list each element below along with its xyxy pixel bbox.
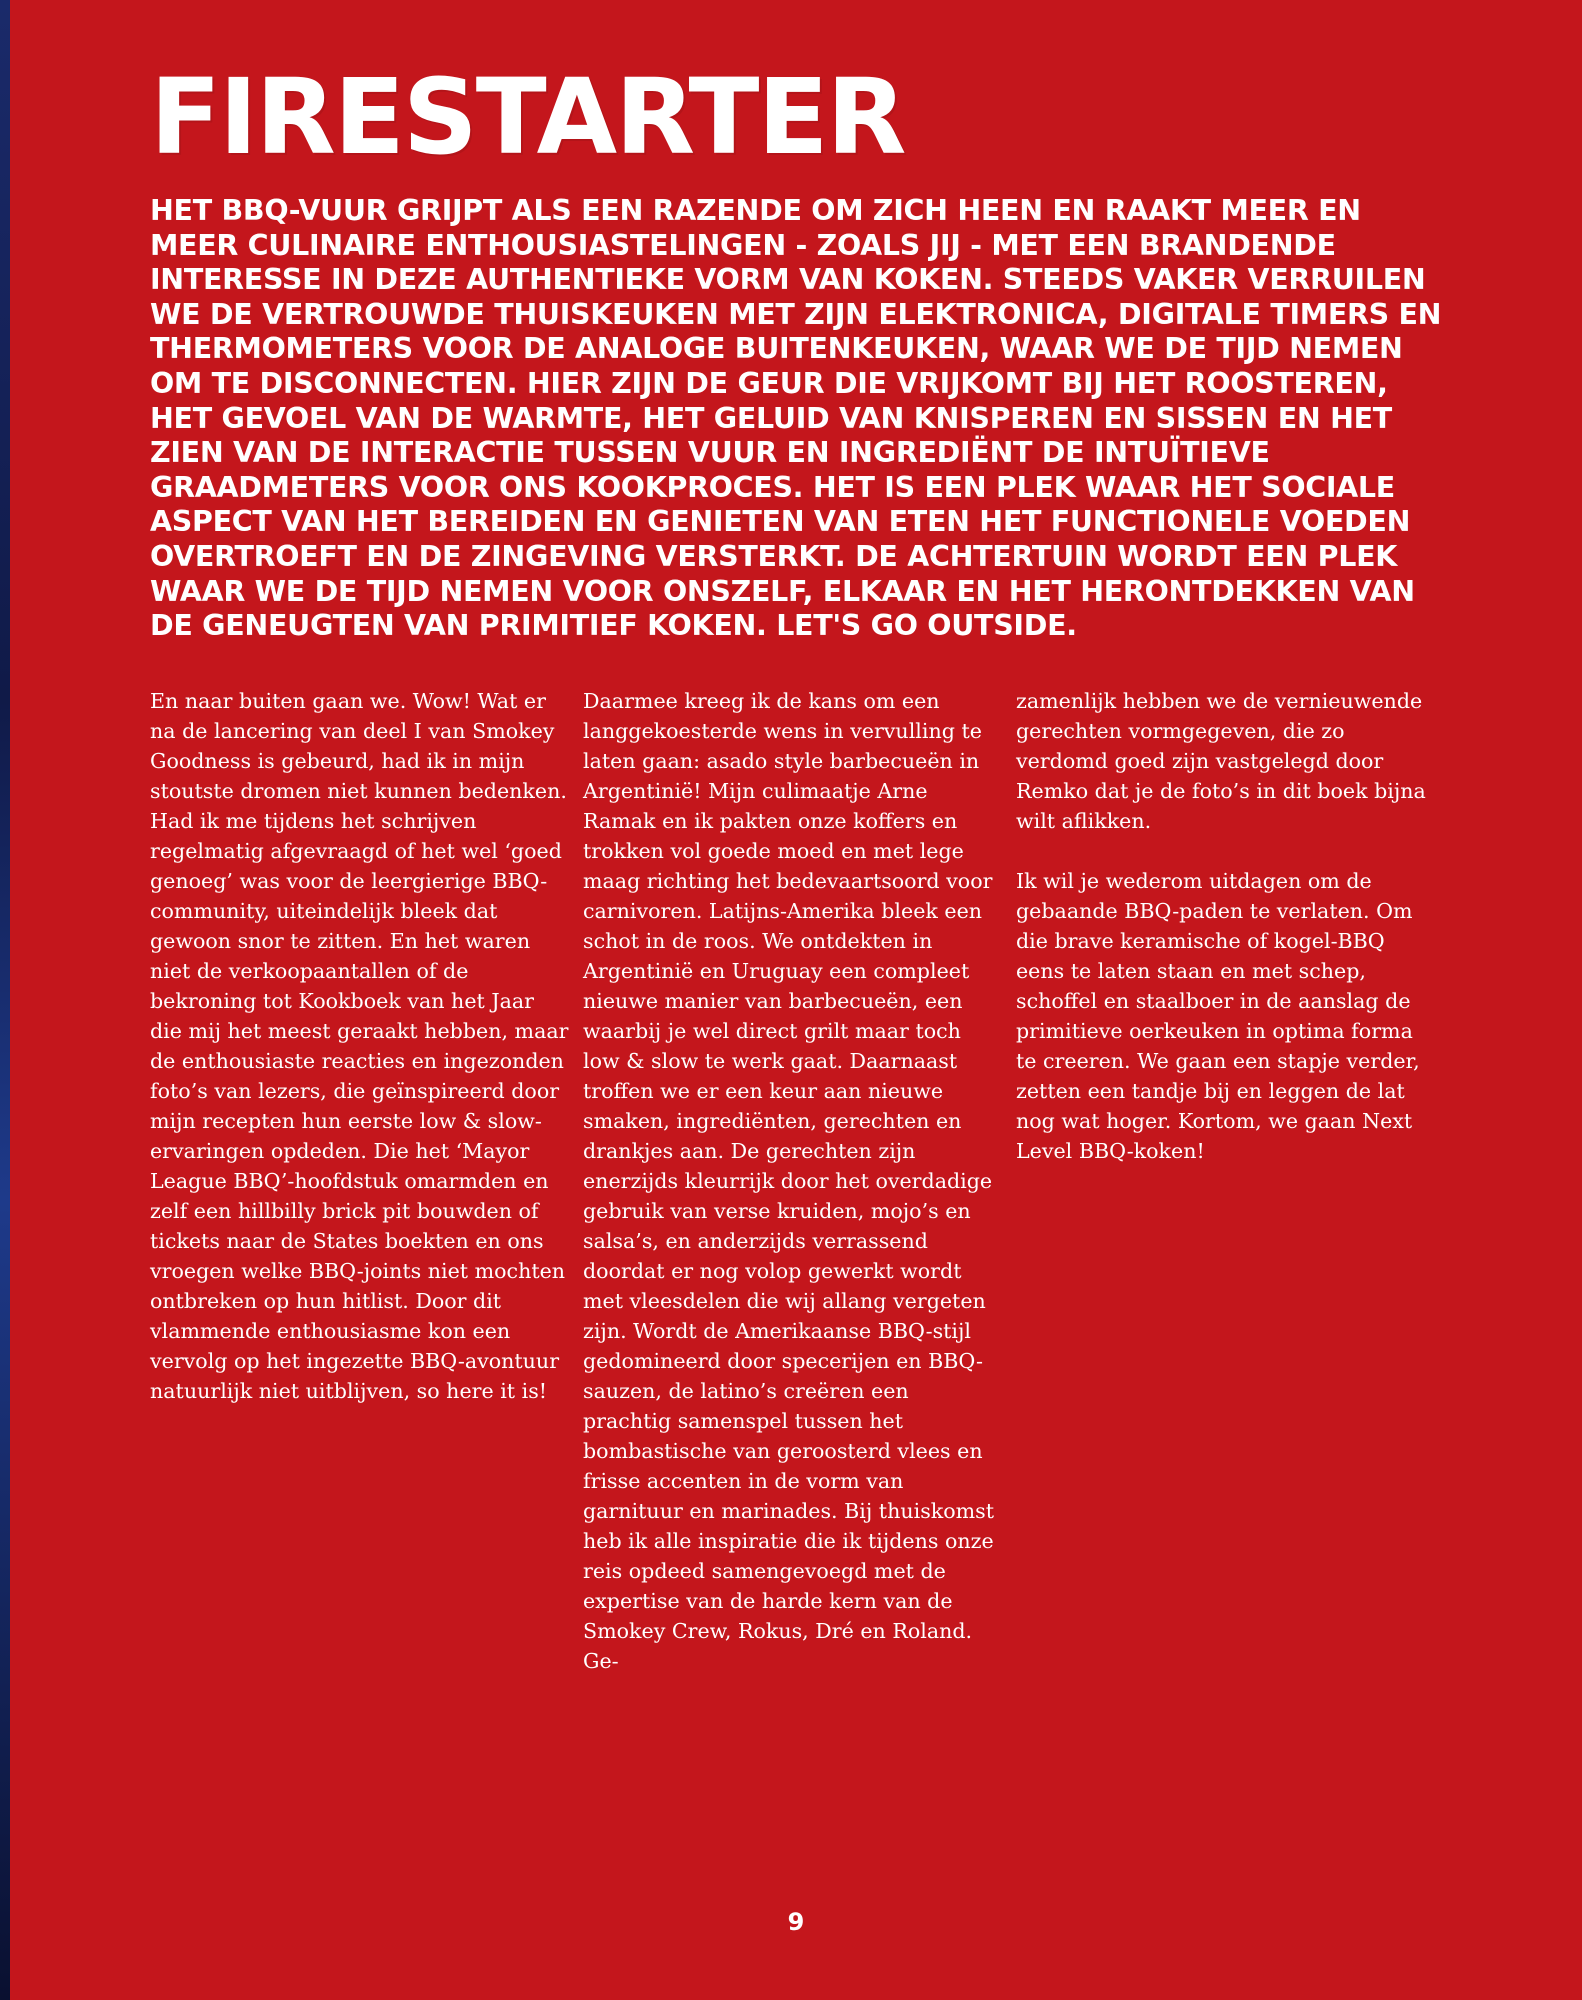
text-column-2 xyxy=(583,686,1003,1676)
page-edge xyxy=(0,0,10,2000)
column-2-paragraph: Daarmee kreeg ik de kans om een langgekoesterde wens in vervulling te laten gaan: asado style barbecueën in Argentinië! Mijn culimaatje Arne Ramak en ik pakten onze koffers en trokken vol goede moed en met lege maag richting het bedevaartsoord voor carnivoren. Latijns-Amerika bleek een schot in de roos. We ontdekten in Argentinië en Uruguay een compleet nieuwe manier van barbecueën, een waarbij je wel direct grilt maar toch low & slow te werk gaat. Daarnaast troffen we er een keur aan nieuwe smaken, ingrediënten, gerechten en drankjes aan. De gerechten zijn enerzijds kleurrijk door het overdadige gebruik van verse kruiden, mojo’s en salsa’s, en anderzijds verrassend doordat er nog volop gewerkt wordt met vleesdelen die wij allang vergeten zijn. Wordt de Amerikaanse BBQ-stijl gedomineerd door specerijen en BBQ-sauzen, de latino’s creëren een prachtig samenspel tussen het bombastische van geroosterd vlees en frisse accenten in de vorm van garnituur en marinades. Bij thuiskomst heb ik alle inspiratie die ik tijdens onze reis opdeed samengevoegd met de expertise van de harde kern van de Smokey Crew, Rokus, Dré en Roland. Ge- xyxy=(583,689,995,1673)
text-column-1 xyxy=(150,686,570,1406)
page-number: 9 xyxy=(787,1908,805,1936)
book-page xyxy=(10,0,1582,2000)
column-3-paragraph-1: zamenlijk hebben we de vernieuwende gerechten vormgegeven, die zo verdomd goed zijn vastgelegd door Remko dat je de foto’s in dit boek bijna wilt aflikken. xyxy=(1016,689,1426,833)
intro-paragraph: HET BBQ-VUUR GRIJPT ALS EEN RAZENDE OM ZICH HEEN EN RAAKT MEER EN MEER CULINAIRE ENTHOUSIASTELINGEN - ZOALS JIJ - MET EEN BRANDENDE INTERESSE IN DEZE AUTHENTIEKE VORM VAN KOKEN. STEEDS VAKER VERRUILEN WE DE VERTROUWDE THUISKEUKEN MET ZIJN ELEKTRONICA, DIGITALE TIMERS EN THERMOMETERS VOOR DE ANALOGE BUITENKEUKEN, WAAR WE DE TIJD NEMEN OM TE DISCONNECTEN. HIER ZIJN DE GEUR DIE VRIJKOMT BIJ HET ROOSTEREN, HET GEVOEL VAN DE WARMTE, HET GELUID VAN KNISPEREN EN SISSEN EN HET ZIEN VAN DE INTERACTIE TUSSEN VUUR EN INGREDIËNT DE INTUÏTIEVE GRAADMETERS VOOR ONS KOOKPROCES. HET IS EEN PLEK WAAR HET SOCIALE ASPECT VAN HET BEREIDEN EN GENIETEN VAN ETEN HET FUNCTIONELE VOEDEN OVERTROEFT EN DE ZINGEVING VERSTERKT. DE ACHTERTUIN WORDT EEN PLEK WAAR WE DE TIJD NEMEN VOOR ONSZELF, ELKAAR EN HET HERONTDEKKEN VAN DE GENEUGTEN VAN PRIMITIEF KOKEN. LET'S GO OUTSIDE. xyxy=(150,194,1442,643)
column-3-paragraph-2: Ik wil je wederom uitdagen om de gebaande BBQ-paden te verlaten. Om die brave keramische of kogel-BBQ eens te laten staan en met schep, schoffel en staalboer in de aanslag de primitieve oerkeuken in optima forma te creeren. We gaan een stapje verder, zetten een tandje bij en leggen de lat nog wat hoger. Kortom, we gaan Next Level BBQ-koken! xyxy=(1016,869,1420,1163)
column-1-paragraph: En naar buiten gaan we. Wow! Wat er na de lancering van deel I van Smokey Goodness is gebeurd, had ik in mijn stoutste dromen niet kunnen bedenken. Had ik me tijdens het schrijven regelmatig afgevraagd of het wel ‘goed genoeg’ was voor de leergierige BBQ-community, uiteindelijk bleek dat gewoon snor te zitten. En het waren niet de verkoopaantallen of de bekroning tot Kookboek van het Jaar die mij het meest geraakt hebben, maar de enthousiaste reacties en ingezonden foto’s van lezers, die geïnspireerd door mijn recepten hun eerste low & slow-ervaringen opdeden. Die het ‘Mayor League BBQ’-hoofdstuk omarmden en zelf een hillbilly brick pit bouwden of tickets naar de States boekten en ons vroegen welke BBQ-joints niet mochten ontbreken op hun hitlist. Door dit vlammende enthousiasme kon een vervolg op het ingezette BBQ-avontuur natuurlijk niet uitblijven, so here it is! xyxy=(150,689,569,1403)
text-column-3 xyxy=(1016,686,1436,1166)
page-title: FIRESTARTER xyxy=(150,56,905,178)
